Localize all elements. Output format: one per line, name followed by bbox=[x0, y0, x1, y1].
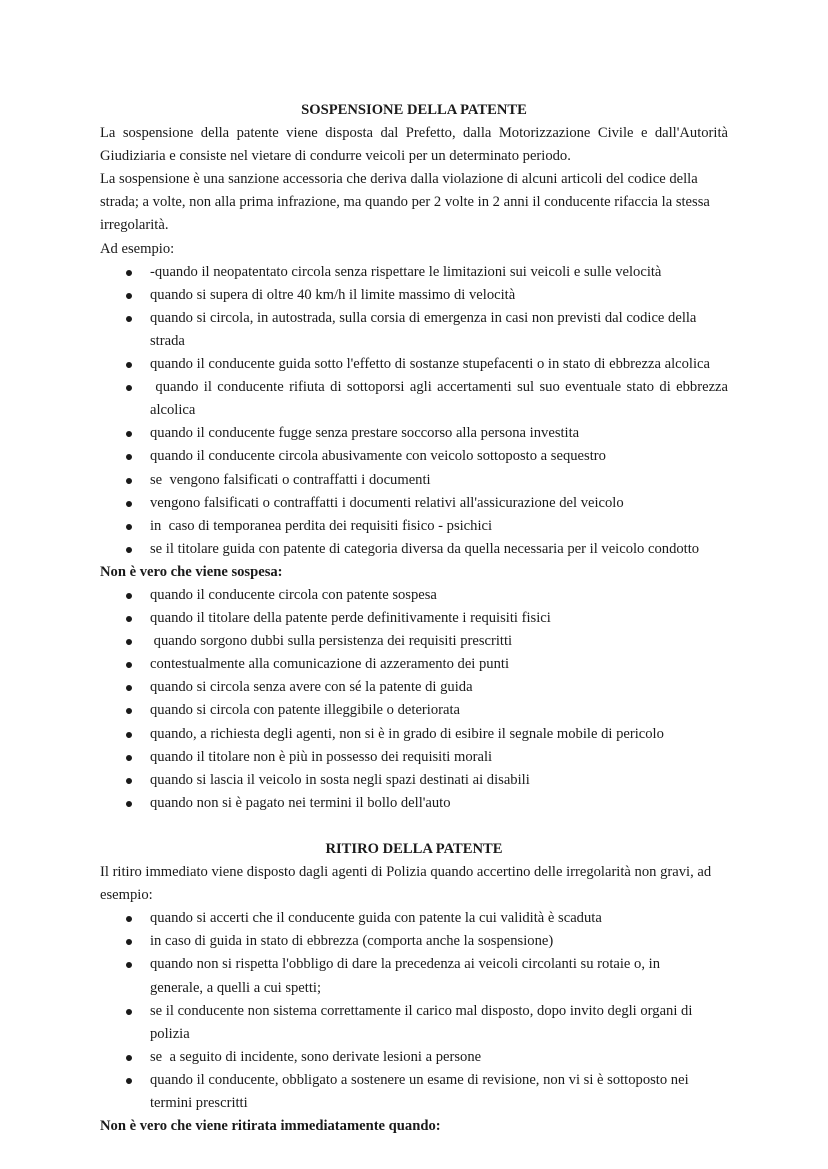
bullet-icon bbox=[126, 962, 132, 968]
document-page bbox=[100, 99, 732, 1138]
suspension-intro-2: La sospensione è una sanzione accessoria che deriva dalla violazione di alcuni articoli del codice della strada; a volte, non alla prima infrazione, ma quando per 2 volte in 2 anni il conducente rifaccia la stessa irregolarità. bbox=[100, 171, 710, 234]
list-item-text: in caso di guida in stato di ebbrezza (comporta anche la sospensione) bbox=[150, 933, 554, 950]
bullet-icon bbox=[126, 362, 132, 368]
withdrawal-list bbox=[100, 907, 712, 1115]
list-item-text: quando il titolare della patente perde definitivamente i requisiti fisici bbox=[150, 610, 551, 627]
bullet-icon bbox=[126, 939, 132, 945]
bullet-icon bbox=[126, 1009, 132, 1015]
bullet-icon bbox=[126, 547, 132, 553]
list-item-text: quando non si è pagato nei termini il bollo dell'auto bbox=[150, 794, 451, 811]
bullet-icon bbox=[126, 316, 132, 322]
list-item bbox=[100, 746, 728, 769]
list-item-text: quando, a richiesta degli agenti, non si è in grado di esibire il segnale mobile di pericolo bbox=[150, 725, 664, 742]
bullet-icon bbox=[126, 916, 132, 922]
list-item-text: vengono falsificati o contraffatti i documenti relativi all'assicurazione del veicolo bbox=[150, 494, 624, 511]
list-item-text: quando si lascia il veicolo in sosta negli spazi destinati ai disabili bbox=[150, 771, 530, 788]
bullet-icon bbox=[126, 1055, 132, 1061]
list-item bbox=[100, 353, 728, 376]
list-item-text: quando si circola con patente illeggibile o deteriorata bbox=[150, 702, 460, 719]
list-item bbox=[100, 261, 728, 284]
list-item bbox=[100, 723, 728, 746]
bullet-icon bbox=[126, 593, 132, 599]
list-item-text: quando il conducente rifiuta di sottoporsi agli accertamenti sul suo eventuale stato di ebbrezza alcolica bbox=[150, 379, 732, 419]
bullet-icon bbox=[126, 385, 132, 391]
list-item bbox=[100, 376, 732, 422]
list-item bbox=[100, 630, 728, 653]
bullet-icon bbox=[126, 524, 132, 530]
suspension-not-true-heading: Non è vero che viene sospesa: bbox=[100, 563, 283, 580]
withdrawal-not-true-heading: Non è vero che viene ritirata immediatamente quando: bbox=[100, 1118, 441, 1135]
bullet-icon bbox=[126, 685, 132, 691]
list-item bbox=[100, 515, 728, 538]
bullet-icon bbox=[126, 1078, 132, 1084]
list-item-text: quando il conducente, obbligato a sostenere un esame di revisione, non vi si è sottoposto nei termini prescritti bbox=[150, 1071, 693, 1112]
bullet-icon bbox=[126, 270, 132, 276]
bullet-icon bbox=[126, 454, 132, 460]
list-item bbox=[100, 953, 712, 999]
section-title-suspension: SOSPENSIONE DELLA PATENTE bbox=[301, 102, 527, 118]
bullet-icon bbox=[126, 801, 132, 807]
list-item-text: quando il conducente guida sotto l'effetto di sostanze stupefacenti o in stato di ebbrezza alcolica bbox=[150, 356, 710, 373]
bullet-icon bbox=[126, 478, 132, 484]
list-item-text: se a seguito di incidente, sono derivate lesioni a persone bbox=[150, 1048, 482, 1065]
list-item bbox=[100, 676, 728, 699]
withdrawal-intro: Il ritiro immediato viene disposto dagli agenti di Polizia quando accertino delle irregolarità non gravi, ad esempio: bbox=[100, 864, 712, 904]
list-item bbox=[100, 584, 728, 607]
bullet-icon bbox=[126, 778, 132, 784]
bullet-icon bbox=[126, 431, 132, 437]
list-item bbox=[100, 469, 728, 492]
list-item-text: quando si accerti che il conducente guida con patente la cui validità è scaduta bbox=[150, 910, 602, 927]
list-item-text: quando il conducente fugge senza prestare soccorso alla persona investita bbox=[150, 425, 580, 442]
list-item-text: quando si circola, in autostrada, sulla corsia di emergenza in casi non previsti dal codice della strada bbox=[150, 309, 701, 349]
list-item bbox=[100, 538, 728, 561]
list-item bbox=[100, 422, 728, 445]
list-item-text: contestualmente alla comunicazione di azzeramento dei punti bbox=[150, 656, 510, 673]
list-item bbox=[100, 792, 728, 815]
bullet-icon bbox=[126, 616, 132, 622]
list-item-text: quando il titolare non è più in possesso dei requisiti morali bbox=[150, 748, 493, 765]
list-item-text: quando sorgono dubbi sulla persistenza dei requisiti prescritti bbox=[150, 633, 513, 650]
bullet-icon bbox=[126, 639, 132, 645]
list-item-text: quando si circola senza avere con sé la patente di guida bbox=[150, 679, 473, 696]
list-item-text: in caso di temporanea perdita dei requisiti fisico - psichici bbox=[150, 517, 493, 534]
list-item-text: -quando il neopatentato circola senza rispettare le limitazioni sui veicoli e sulle velocità bbox=[150, 263, 662, 280]
list-item-text: quando il conducente circola con patente sospesa bbox=[150, 586, 437, 603]
list-item bbox=[100, 307, 728, 353]
list-item bbox=[100, 492, 728, 515]
list-item-text: se il titolare guida con patente di categoria diversa da quella necessaria per il veicolo condotto bbox=[150, 540, 700, 557]
list-item bbox=[100, 653, 728, 676]
list-item bbox=[100, 445, 728, 468]
suspension-list bbox=[100, 261, 732, 561]
list-item bbox=[100, 907, 712, 930]
bullet-icon bbox=[126, 662, 132, 668]
list-item bbox=[100, 607, 728, 630]
bullet-icon bbox=[126, 708, 132, 714]
list-item bbox=[100, 930, 712, 953]
list-item bbox=[100, 1046, 712, 1069]
bullet-icon bbox=[126, 732, 132, 738]
list-item bbox=[100, 1069, 712, 1115]
list-item bbox=[100, 284, 728, 307]
list-item bbox=[100, 699, 728, 722]
bullet-icon bbox=[126, 293, 132, 299]
list-item-text: quando il conducente circola abusivamente con veicolo sottoposto a sequestro bbox=[150, 448, 606, 465]
bullet-icon bbox=[126, 755, 132, 761]
list-item bbox=[100, 1000, 712, 1046]
section-title-withdrawal: RITIRO DELLA PATENTE bbox=[325, 841, 503, 857]
suspension-not-true-list bbox=[100, 584, 728, 815]
suspension-intro-1: La sospensione della patente viene disposta dal Prefetto, dalla Motorizzazione Civile e dall'Autorità Giudiziaria e consiste nel vietare di condurre veicoli per un determinato periodo. bbox=[100, 125, 728, 165]
bullet-icon bbox=[126, 501, 132, 507]
list-item-text: se vengono falsificati o contraffatti i documenti bbox=[150, 471, 431, 488]
list-item-text: quando si supera di oltre 40 km/h il limite massimo di velocità bbox=[150, 286, 516, 303]
list-item-text: quando non si rispetta l'obbligo di dare la precedenza ai veicoli circolanti su rotaie o, in generale, a quelli a cui spetti; bbox=[150, 956, 664, 996]
example-label: Ad esempio: bbox=[100, 240, 175, 257]
list-item-text: se il conducente non sistema correttamente il carico mal disposto, dopo invito degli organi di polizia bbox=[150, 1002, 697, 1042]
list-item bbox=[100, 769, 728, 792]
